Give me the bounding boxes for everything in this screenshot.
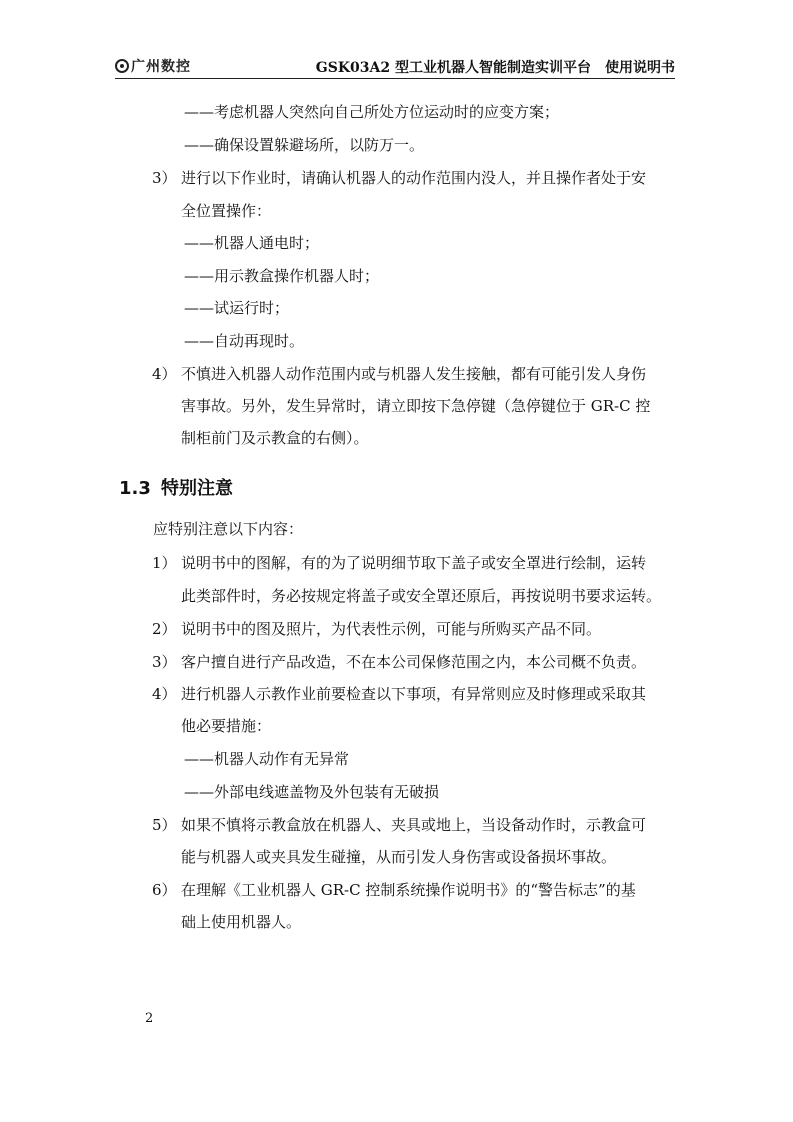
item-number: 3） xyxy=(152,653,177,671)
item-text: 客户擅自进行产品改造，不在本公司保修范围之内，本公司概不负责。 xyxy=(181,653,647,671)
item-number: 2） xyxy=(152,620,177,638)
sub-item: ——机器人动作有无异常 xyxy=(184,750,350,768)
item-text: 制柜前门及示教盒的右侧）。 xyxy=(181,429,369,447)
page-header xyxy=(115,55,675,77)
document-title: GSK03A2 型工业机器人智能制造实训平台 使用说明书 xyxy=(315,60,675,76)
item-number: 4） xyxy=(152,685,177,703)
item-text: 他必要措施： xyxy=(181,717,272,735)
item-text: 进行机器人示教作业前要检查以下事项，有异常则应及时修理或采取其 xyxy=(181,685,647,703)
item-text: 害事故。另外，发生异常时，请立即按下急停键（急停键位于 GR-C 控 xyxy=(181,397,651,415)
company-logo xyxy=(115,57,191,75)
gsk-logo-icon xyxy=(115,59,129,73)
section-intro: 应特别注意以下内容： xyxy=(153,520,304,538)
sub-item: ——用示教盒操作机器人时； xyxy=(184,267,380,285)
section-heading xyxy=(119,474,233,500)
item-number: 5） xyxy=(152,816,177,834)
header-divider xyxy=(115,78,675,79)
logo-text: 广州数控 xyxy=(131,59,191,75)
sub-item: ——确保设置躲避场所，以防万一。 xyxy=(184,136,425,154)
section-title: 特别注意 xyxy=(161,478,233,499)
sub-item: ——考虑机器人突然向自己所处方位运动时的应变方案； xyxy=(184,103,560,121)
item-text: 能与机器人或夹具发生碰撞，从而引发人身伤害或设备损坏事故。 xyxy=(181,848,617,866)
page-number: 2 xyxy=(145,1011,154,1026)
item-text: 进行以下作业时，请确认机器人的动作范围内没人，并且操作者处于安 xyxy=(181,169,647,187)
item-number: 6） xyxy=(152,881,177,899)
item-number: 1） xyxy=(152,554,177,572)
item-text: 如果不慎将示教盒放在机器人、夹具或地上，当设备动作时，示教盒可 xyxy=(181,816,647,834)
item-text: 在理解《工业机器人 GR-C 控制系统操作说明书》的“警告标志”的基 xyxy=(181,881,636,899)
item-text: 说明书中的图解，有的为了说明细节取下盖子或安全罩进行绘制，运转 xyxy=(181,554,647,572)
item-text: 说明书中的图及照片，为代表性示例，可能与所购买产品不同。 xyxy=(181,620,602,638)
item-number: 3） xyxy=(152,169,177,187)
item-text: 此类部件时，务必按规定将盖子或安全罩还原后，再按说明书要求运转。 xyxy=(181,587,662,605)
sub-item: ——自动再现时。 xyxy=(184,332,305,350)
item-number: 4） xyxy=(152,365,177,383)
sub-item: ——机器人通电时； xyxy=(184,234,320,252)
item-text: 础上使用机器人。 xyxy=(181,913,302,931)
section-number: 1.3 xyxy=(119,478,151,499)
sub-item: ——外部电线遮盖物及外包装有无破损 xyxy=(184,783,440,801)
item-text: 不慎进入机器人动作范围内或与机器人发生接触，都有可能引发人身伤 xyxy=(181,365,647,383)
sub-item: ——试运行时； xyxy=(184,299,290,317)
item-text: 全位置操作： xyxy=(181,202,272,220)
